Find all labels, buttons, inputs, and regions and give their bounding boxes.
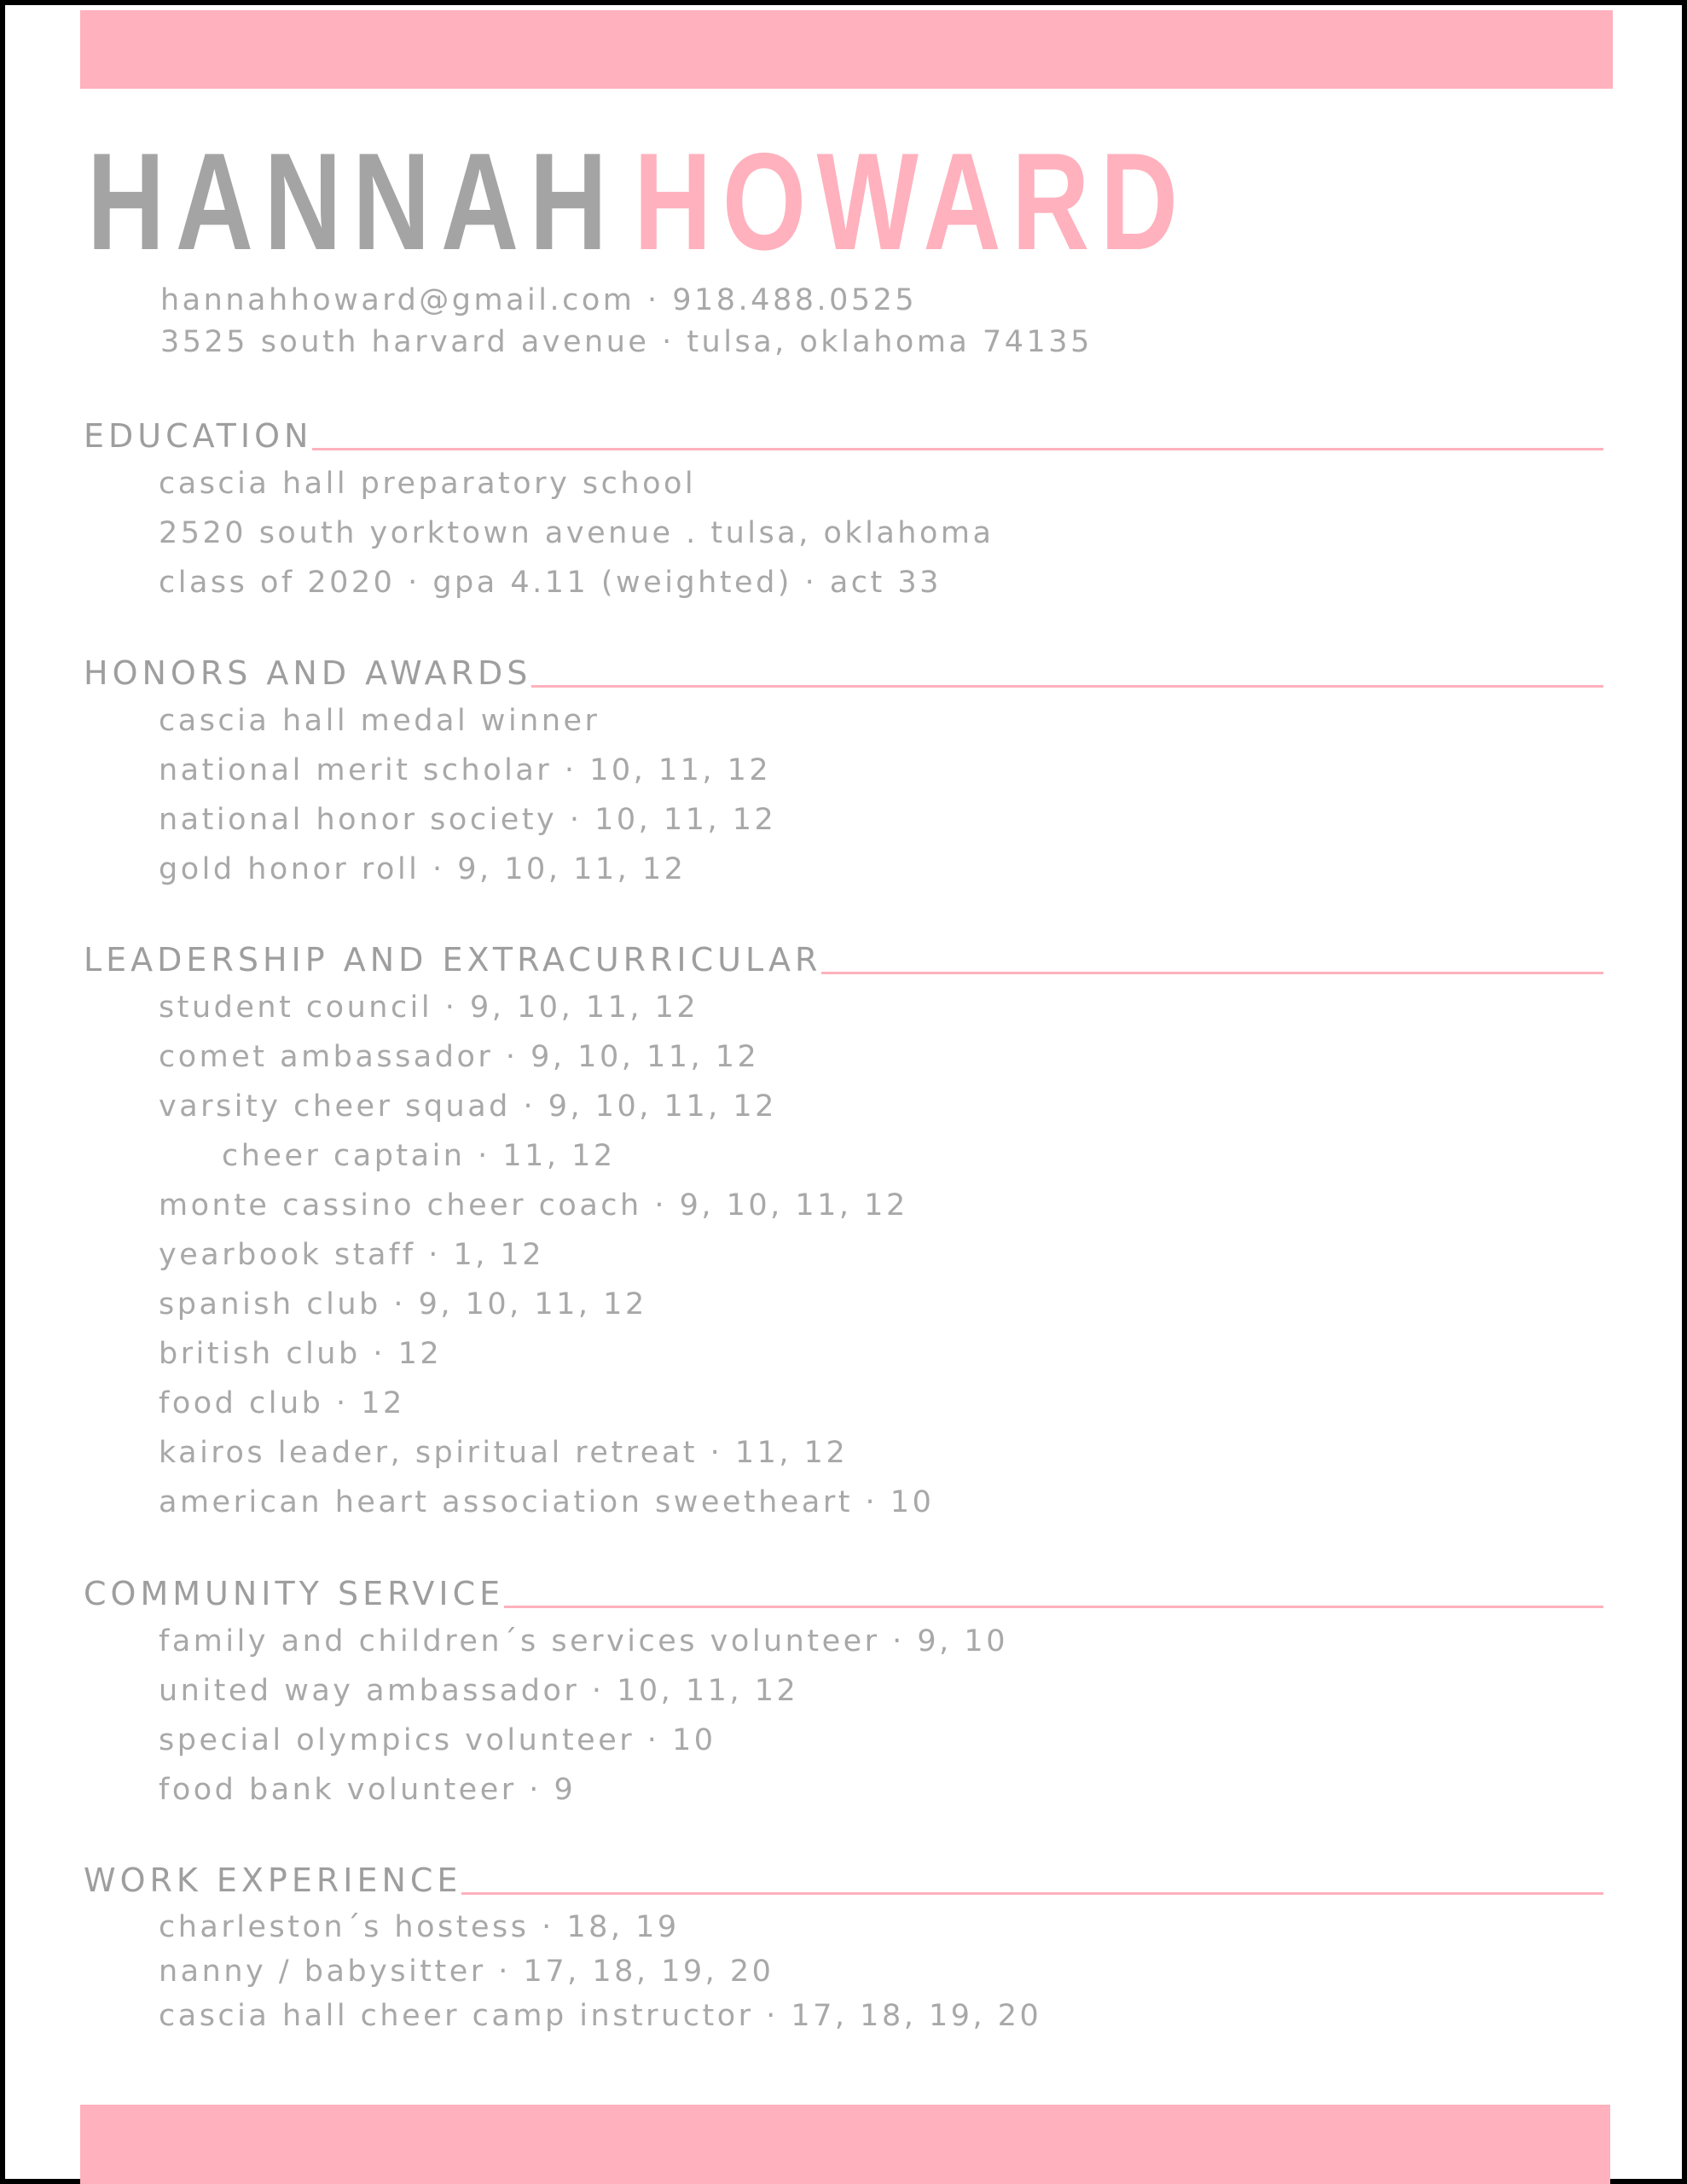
list-item: cheer captain · 11, 12 xyxy=(222,1139,616,1173)
list-item: food club · 12 xyxy=(159,1386,405,1420)
list-item: food bank volunteer · 9 xyxy=(159,1773,577,1807)
list-item: nanny / babysitter · 17, 18, 19, 20 xyxy=(159,1955,774,1989)
list-item: british club · 12 xyxy=(159,1337,443,1371)
list-item: united way ambassador · 10, 11, 12 xyxy=(159,1674,799,1708)
contact-email-phone: hannahhoward@gmail.com · 918.488.0525 xyxy=(160,283,918,317)
section-title: EDUCATION xyxy=(84,417,313,455)
honors-section xyxy=(84,642,1603,894)
section-header xyxy=(84,1849,1603,1899)
section-divider xyxy=(461,1892,1603,1895)
list-item: cascia hall cheer camp instructor · 17, 18, 19, 20 xyxy=(159,1999,1042,2033)
community-list xyxy=(84,1617,1603,1815)
contact-address: 3525 south harvard avenue · tulsa, oklahoma 74135 xyxy=(160,325,1093,359)
education-list xyxy=(84,459,1603,607)
contact-info xyxy=(160,280,1093,363)
section-title: LEADERSHIP AND EXTRACURRICULAR xyxy=(84,941,822,979)
community-section xyxy=(84,1562,1603,1815)
list-item: kairos leader, spiritual retreat · 11, 12 xyxy=(159,1436,849,1470)
section-header xyxy=(84,928,1603,979)
last-name: HOWARD xyxy=(634,125,1189,279)
list-item: national merit scholar · 10, 11, 12 xyxy=(159,753,772,787)
leadership-section xyxy=(84,928,1603,1527)
list-item: charleston´s hostess · 18, 19 xyxy=(159,1910,680,1944)
section-divider xyxy=(504,1606,1603,1608)
list-item: spanish club · 9, 10, 11, 12 xyxy=(159,1287,647,1321)
section-divider xyxy=(821,972,1603,974)
section-header xyxy=(84,1562,1603,1610)
list-item: special olympics volunteer · 10 xyxy=(159,1723,716,1757)
section-title: WORK EXPERIENCE xyxy=(84,1862,462,1899)
list-item: comet ambassador · 9, 10, 11, 12 xyxy=(159,1040,760,1074)
work-list xyxy=(84,1905,1603,2038)
section-header xyxy=(84,642,1603,692)
list-item: student council · 9, 10, 11, 12 xyxy=(159,990,699,1025)
list-item: 2520 south yorktown avenue . tulsa, oklahoma xyxy=(159,516,994,550)
section-divider xyxy=(312,448,1603,450)
bottom-accent-band xyxy=(80,2105,1610,2184)
list-item: varsity cheer squad · 9, 10, 11, 12 xyxy=(159,1089,777,1124)
section-divider xyxy=(531,685,1603,688)
work-section xyxy=(84,1849,1603,2038)
top-accent-band xyxy=(80,10,1613,89)
list-item: monte cassino cheer coach · 9, 10, 11, 12 xyxy=(159,1188,908,1223)
list-item: class of 2020 · gpa 4.11 (weighted) · act 33 xyxy=(159,566,942,600)
list-item: yearbook staff · 1, 12 xyxy=(159,1238,545,1272)
list-item: american heart association sweetheart · 10 xyxy=(159,1485,935,1519)
list-item: cascia hall medal winner xyxy=(159,704,600,738)
section-title: HONORS AND AWARDS xyxy=(84,654,532,692)
applicant-name xyxy=(87,125,1189,279)
section-header xyxy=(84,404,1603,455)
list-item: family and children´s services volunteer · 9, 10 xyxy=(159,1624,1008,1658)
leadership-list xyxy=(84,983,1603,1527)
first-name: HANNAH xyxy=(87,125,618,279)
honors-list xyxy=(84,696,1603,894)
list-item: gold honor roll · 9, 10, 11, 12 xyxy=(159,852,687,886)
section-title: COMMUNITY SERVICE xyxy=(84,1575,505,1612)
list-item: national honor society · 10, 11, 12 xyxy=(159,803,777,837)
education-section xyxy=(84,404,1603,607)
list-item: cascia hall preparatory school xyxy=(159,467,697,501)
